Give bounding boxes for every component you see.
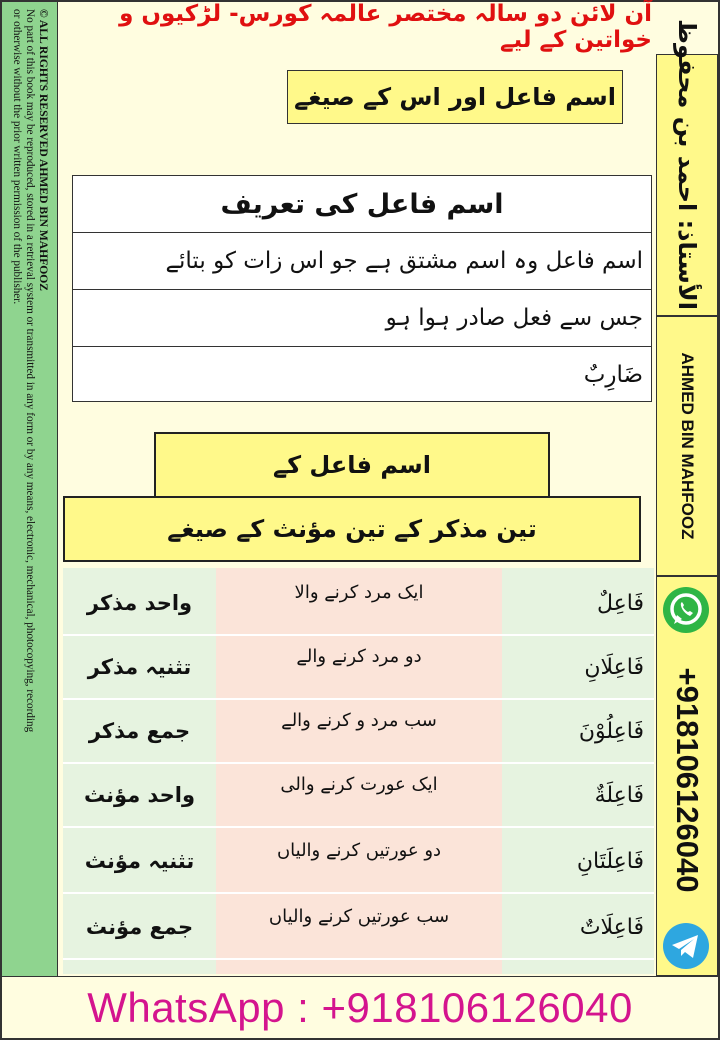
copyright-line-1: © ALL RIGHTS RESERVED AHMED BIN MAHFOOZ [36, 9, 50, 292]
form-meaning: ایک مرد کرنے والا [216, 572, 502, 636]
definition-example: ضَارِبٌ [583, 362, 643, 388]
form-type: تثنیہ مذکر [63, 636, 216, 700]
whatsapp-icon[interactable] [662, 586, 710, 634]
table-row [63, 572, 654, 636]
form-word: فَاعِلَاتٌ [502, 896, 654, 960]
form-word: فَاعِلَانِ [502, 636, 654, 700]
form-meaning: دو عورتیں کرنے والیاں [216, 830, 502, 894]
copyright-strip [2, 2, 58, 976]
whatsapp-footer[interactable]: WhatsApp : +918106126040 [2, 976, 718, 1038]
copyright-line-2: No part of this book may be reproduced, stored in a retrieval system or transmitted in any form or by any means, electronic, mechanical, photocopying, recording [23, 9, 36, 733]
teacher-box [656, 19, 718, 316]
form-type: جمع مؤنث [63, 896, 216, 960]
form-type: تثنیہ مؤنث [63, 830, 216, 894]
definition-heading: اسم فاعل کی تعریف [73, 176, 651, 233]
form-meaning: دو مرد کرنے والے [216, 636, 502, 700]
form-word: فَاعِلَةٌ [502, 764, 654, 828]
table-row [63, 830, 654, 894]
table-row [63, 896, 654, 960]
author-name-box [656, 316, 718, 576]
phone-number-box [656, 640, 718, 920]
plurals-subtitle: تین مذکر کے تین مؤنث کے صیغے [63, 496, 641, 562]
forms-table [63, 568, 654, 974]
table-row [63, 636, 654, 700]
table-row [63, 700, 654, 764]
course-title: آن لائن دو سالہ مختصر عالمہ کورس- لڑکیوں و خواتین کے لیے [119, 1, 652, 53]
copyright-line-3: or otherwise without the prior written permission of the publisher. [10, 9, 23, 305]
definition-line-1: اسم فاعل وہ اسم مشتق ہے جو اس زات کو بتائے [73, 233, 651, 290]
plurals-title: اسم فاعل کے [154, 432, 550, 498]
form-word: فَاعِلُوْنَ [502, 700, 654, 764]
form-type: واحد مذکر [63, 572, 216, 636]
author-name-en: AHMED BIN MAHFOOZ [678, 352, 697, 540]
form-meaning: سب عورتیں کرنے والیاں [216, 896, 502, 960]
form-type: جمع مذکر [63, 700, 216, 764]
definition-line-2: جس سے فعل صادر ہوا ہو [73, 290, 651, 347]
topic-heading: اسم فاعل اور اس کے صیغے [287, 70, 623, 124]
table-row [63, 764, 654, 828]
telegram-icon[interactable] [662, 922, 710, 970]
form-word: فَاعِلٌ [502, 572, 654, 636]
form-word: فَاعِلَتَانِ [502, 830, 654, 894]
form-meaning: سب مرد و کرنے والے [216, 700, 502, 764]
form-type: واحد مؤنث [63, 764, 216, 828]
teacher-name: الأستاذ: احمد بن محفوظ [673, 19, 701, 310]
definition-table [72, 175, 652, 402]
form-meaning: ایک عورت کرنے والی [216, 764, 502, 828]
phone-number[interactable]: +918106126040 [670, 667, 705, 893]
